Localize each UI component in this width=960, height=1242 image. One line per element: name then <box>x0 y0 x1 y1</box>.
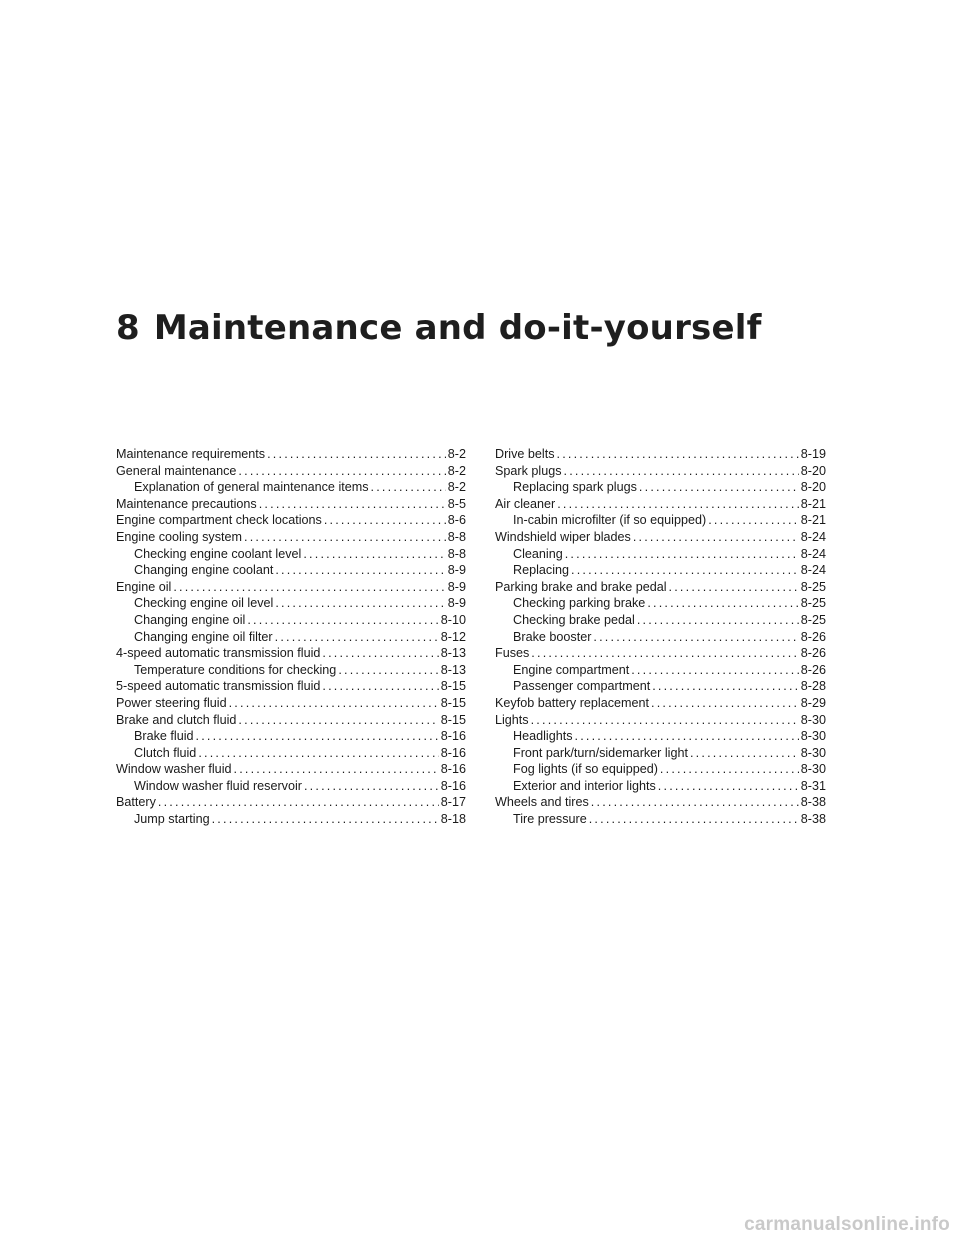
toc-entry[interactable] <box>495 529 826 546</box>
toc-entry-page: 8-13 <box>440 662 466 677</box>
toc-entry[interactable] <box>116 695 466 712</box>
toc-dot-leader <box>234 761 439 778</box>
toc-dot-leader <box>658 778 799 795</box>
toc-entry-title: Checking engine coolant level <box>134 546 302 561</box>
toc-entry-page: 8-12 <box>440 629 466 644</box>
toc-entry-title: Engine compartment <box>513 662 630 677</box>
toc-entry-page: 8-2 <box>447 447 466 461</box>
toc-entry-page: 8-10 <box>440 612 466 627</box>
toc-entry-page: 8-25 <box>800 612 826 627</box>
toc-entry-page: 8-2 <box>447 463 466 478</box>
toc-dot-leader <box>690 745 799 762</box>
toc-right-column <box>495 446 826 828</box>
chapter-title <box>116 306 762 350</box>
toc-entry[interactable] <box>116 778 466 795</box>
toc-entry-page: 8-15 <box>440 695 466 710</box>
toc-entry-title: Temperature conditions for checking <box>134 662 337 677</box>
toc-entry-title: Parking brake and brake pedal <box>495 579 667 594</box>
chapter-number: 8 <box>116 308 140 348</box>
toc-entry-title: Windshield wiper blades <box>495 529 631 544</box>
toc-entry[interactable] <box>495 496 826 513</box>
toc-entry[interactable] <box>116 712 466 729</box>
toc-entry[interactable] <box>116 662 466 679</box>
toc-entry[interactable] <box>495 512 826 529</box>
toc-entry-page: 8-5 <box>447 496 466 511</box>
toc-entry-page: 8-21 <box>800 513 826 528</box>
toc-dot-leader <box>669 579 799 596</box>
toc-dot-leader <box>247 612 438 629</box>
toc-entry-title: Fuses <box>495 646 530 661</box>
toc-entry-title: Spark plugs <box>495 463 562 478</box>
toc-entry-title: Engine compartment check locations <box>116 513 322 528</box>
toc-entry-title: 4-speed automatic transmission fluid <box>116 646 321 661</box>
toc-entry[interactable] <box>495 595 826 612</box>
toc-entry[interactable] <box>495 612 826 629</box>
toc-entry-title: Brake fluid <box>134 729 194 744</box>
toc-entry[interactable] <box>495 446 826 463</box>
toc-entry[interactable] <box>495 695 826 712</box>
toc-entry[interactable] <box>495 811 826 828</box>
toc-entry-title: Passenger compartment <box>513 679 651 694</box>
toc-entry-page: 8-30 <box>800 712 826 727</box>
toc-entry-title: Replacing <box>513 563 570 578</box>
toc-entry-page: 8-25 <box>800 579 826 594</box>
toc-entry-title: Power steering fluid <box>116 695 227 710</box>
toc-dot-leader <box>708 512 799 529</box>
toc-entry[interactable] <box>116 579 466 596</box>
toc-entry-title: Air cleaner <box>495 496 556 511</box>
toc-entry[interactable] <box>495 662 826 679</box>
toc-dot-leader <box>631 662 799 679</box>
toc-entry-title: Window washer fluid reservoir <box>134 778 302 793</box>
toc-entry-title: Explanation of general maintenance items <box>134 480 369 495</box>
toc-dot-leader <box>324 512 446 529</box>
toc-entry-page: 8-2 <box>447 480 466 495</box>
toc-entry-title: Keyfob battery replacement <box>495 695 650 710</box>
toc-dot-leader <box>303 546 445 563</box>
toc-entry-title: Changing engine oil <box>134 612 246 627</box>
toc-entry[interactable] <box>116 479 466 496</box>
toc-entry[interactable] <box>116 629 466 646</box>
toc-entry-page: 8-38 <box>800 812 826 827</box>
toc-entry-page: 8-30 <box>800 745 826 760</box>
toc-entry-title: 5-speed automatic transmission fluid <box>116 679 321 694</box>
toc-dot-leader <box>371 479 446 496</box>
toc-entry[interactable] <box>495 645 826 662</box>
toc-entry-title: Engine oil <box>116 579 172 594</box>
toc-entry-page: 8-29 <box>800 695 826 710</box>
toc-dot-leader <box>238 463 445 480</box>
toc-dot-leader <box>652 678 799 695</box>
watermark: carmanualsonline.info <box>744 1214 950 1235</box>
toc-entry-page: 8-24 <box>800 563 826 578</box>
toc-entry-title: Changing engine oil filter <box>134 629 273 644</box>
toc-dot-leader <box>267 446 446 463</box>
toc-entry-title: Front park/turn/sidemarker light <box>513 745 688 760</box>
toc-entry-page: 8-25 <box>800 596 826 611</box>
toc-entry-page: 8-20 <box>800 480 826 495</box>
toc-entry[interactable] <box>495 463 826 480</box>
toc-entry-title: Clutch fluid <box>134 745 197 760</box>
toc-dot-leader <box>531 712 799 729</box>
toc-left-column <box>116 446 466 828</box>
toc-entry[interactable] <box>116 645 466 662</box>
toc-entry-title: In-cabin microfilter (if so equipped) <box>513 513 707 528</box>
toc-entry-title: Jump starting <box>134 812 210 827</box>
toc-entry[interactable] <box>116 595 466 612</box>
toc-entry[interactable] <box>116 761 466 778</box>
toc-dot-leader <box>591 794 799 811</box>
toc-entry[interactable] <box>495 678 826 695</box>
toc-dot-leader <box>244 529 446 546</box>
toc-entry-title: General maintenance <box>116 463 237 478</box>
toc-dot-leader <box>647 595 798 612</box>
toc-entry[interactable] <box>495 629 826 646</box>
toc-entry-page: 8-26 <box>800 662 826 677</box>
toc-entry-page: 8-15 <box>440 712 466 727</box>
toc-entry-title: Battery <box>116 795 156 810</box>
toc-dot-leader <box>593 629 798 646</box>
toc-entry[interactable] <box>116 512 466 529</box>
toc-entry[interactable] <box>116 728 466 745</box>
toc-dot-leader <box>322 645 438 662</box>
toc-dot-leader <box>275 562 445 579</box>
toc-entry[interactable] <box>495 712 826 729</box>
toc-entry-title: Engine cooling system <box>116 529 243 544</box>
toc-entry[interactable] <box>495 562 826 579</box>
toc-entry[interactable] <box>116 546 466 563</box>
toc-entry-page: 8-16 <box>440 729 466 744</box>
toc-entry-title: Checking engine oil level <box>134 596 274 611</box>
toc-dot-leader <box>531 645 798 662</box>
toc-entry-page: 8-8 <box>447 529 466 544</box>
toc-entry-title: Maintenance precautions <box>116 496 257 511</box>
toc-dot-leader <box>173 579 445 596</box>
toc-entry-page: 8-30 <box>800 729 826 744</box>
toc-entry[interactable] <box>495 728 826 745</box>
toc-entry-title: Brake and clutch fluid <box>116 712 237 727</box>
toc-entry[interactable] <box>495 794 826 811</box>
toc-dot-leader <box>229 695 439 712</box>
toc-dot-leader <box>322 678 438 695</box>
toc-entry-title: Window washer fluid <box>116 762 232 777</box>
toc-entry-page: 8-6 <box>447 513 466 528</box>
toc-dot-leader <box>304 778 439 795</box>
toc-entry-page: 8-16 <box>440 745 466 760</box>
toc-dot-leader <box>158 794 439 811</box>
toc-dot-leader <box>275 595 445 612</box>
toc-entry[interactable] <box>116 678 466 695</box>
toc-entry[interactable] <box>116 496 466 513</box>
toc-dot-leader <box>557 446 799 463</box>
toc-entry-title: Checking brake pedal <box>513 612 635 627</box>
toc-dot-leader <box>651 695 799 712</box>
toc-entry[interactable] <box>495 479 826 496</box>
toc-dot-leader <box>275 629 439 646</box>
toc-entry-title: Changing engine coolant <box>134 563 274 578</box>
toc-entry-title: Maintenance requirements <box>116 447 266 461</box>
toc-entry-page: 8-18 <box>440 812 466 827</box>
toc-entry[interactable] <box>495 778 826 795</box>
toc-entry[interactable] <box>495 761 826 778</box>
toc-entry-title: Fog lights (if so equipped) <box>513 762 658 777</box>
toc-entry-title: Cleaning <box>513 546 563 561</box>
toc-dot-leader <box>212 811 439 828</box>
toc-dot-leader <box>338 662 438 679</box>
toc-dot-leader <box>589 811 799 828</box>
toc-entry[interactable] <box>495 546 826 563</box>
toc-entry-page: 8-16 <box>440 762 466 777</box>
toc-entry-page: 8-20 <box>800 463 826 478</box>
toc-entry-title: Exterior and interior lights <box>513 778 656 793</box>
toc-entry-title: Headlights <box>513 729 573 744</box>
toc-entry[interactable] <box>116 463 466 480</box>
toc-entry-title: Wheels and tires <box>495 795 589 810</box>
toc-entry-title: Drive belts <box>495 447 555 461</box>
toc-entry-title: Brake booster <box>513 629 592 644</box>
toc-entry-page: 8-16 <box>440 778 466 793</box>
toc-dot-leader <box>633 529 799 546</box>
toc-entry[interactable] <box>116 562 466 579</box>
toc-entry-page: 8-26 <box>800 629 826 644</box>
toc-dot-leader <box>571 562 799 579</box>
toc-entry-page: 8-28 <box>800 679 826 694</box>
toc-entry-title: Tire pressure <box>513 812 587 827</box>
toc-entry-page: 8-15 <box>440 679 466 694</box>
toc-entry[interactable] <box>116 612 466 629</box>
toc-entry-page: 8-21 <box>800 496 826 511</box>
toc-entry-page: 8-17 <box>440 795 466 810</box>
toc-dot-leader <box>196 728 439 745</box>
toc-dot-leader <box>557 496 799 513</box>
toc-dot-leader <box>639 479 799 496</box>
toc-entry[interactable] <box>116 446 466 463</box>
toc-entry-page: 8-9 <box>447 579 466 594</box>
toc-entry[interactable] <box>116 529 466 546</box>
toc-entry[interactable] <box>116 794 466 811</box>
toc-entry[interactable] <box>495 745 826 762</box>
toc-dot-leader <box>660 761 799 778</box>
toc-dot-leader <box>238 712 438 729</box>
toc-entry-page: 8-31 <box>800 778 826 793</box>
toc-entry-page: 8-26 <box>800 646 826 661</box>
toc-entry[interactable] <box>116 811 466 828</box>
toc-entry-page: 8-24 <box>800 546 826 561</box>
chapter-title-text: Maintenance and do-it-yourself <box>153 308 762 348</box>
toc-dot-leader <box>564 463 799 480</box>
toc-entry[interactable] <box>495 579 826 596</box>
toc-entry-page: 8-38 <box>800 795 826 810</box>
toc-entry[interactable] <box>116 745 466 762</box>
toc-entry-title: Checking parking brake <box>513 596 646 611</box>
toc-entry-page: 8-24 <box>800 529 826 544</box>
toc-entry-page: 8-19 <box>800 447 826 461</box>
toc-entry-title: Replacing spark plugs <box>513 480 637 495</box>
toc-entry-page: 8-8 <box>447 546 466 561</box>
toc-dot-leader <box>575 728 799 745</box>
toc-dot-leader <box>565 546 799 563</box>
toc-dot-leader <box>637 612 799 629</box>
toc-entry-page: 8-9 <box>447 596 466 611</box>
toc-entry-page: 8-9 <box>447 563 466 578</box>
toc-entry-page: 8-13 <box>440 646 466 661</box>
toc-dot-leader <box>198 745 438 762</box>
toc-dot-leader <box>259 496 446 513</box>
toc-entry-page: 8-30 <box>800 762 826 777</box>
toc-entry-title: Lights <box>495 712 529 727</box>
